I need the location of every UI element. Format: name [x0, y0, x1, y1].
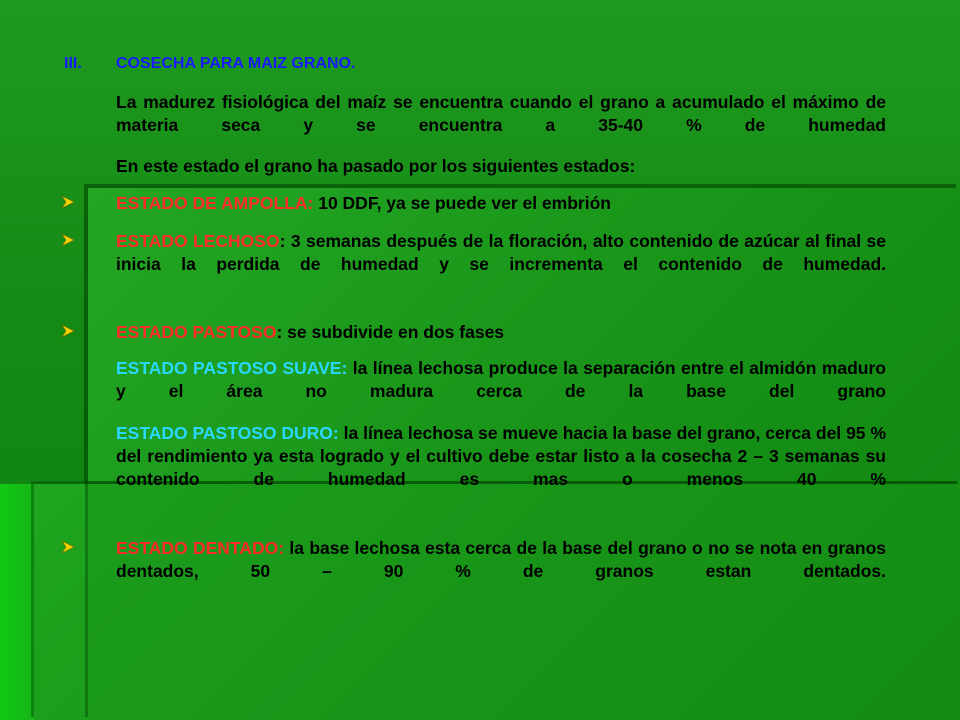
stage-lechoso [116, 230, 886, 302]
stage-ampolla [116, 192, 886, 215]
substage-text: la línea lechosa produce la separación entre el almidón maduro y el área no madura cerca de la base del grano [116, 358, 886, 401]
substage-label: ESTADO PASTOSO SUAVE: [116, 358, 348, 378]
stage-label: ESTADO PASTOSO [116, 322, 277, 342]
intro-paragraph: La madurez fisiológica del maíz se encuentra cuando el grano a acumulado el máximo de materia seca y se encuentra a 35-40 % de humedad [116, 92, 886, 135]
arrow-bullet-icon [62, 196, 74, 208]
stage-text: la base lechosa esta cerca de la base del grano o no se nota en granos dentados, 50 – 90 % de granos estan dentados. [116, 538, 886, 581]
stage-label: ESTADO LECHOSO [116, 231, 280, 251]
arrow-bullet-icon [62, 325, 74, 337]
section-title: COSECHA PARA MAIZ GRANO. [116, 55, 356, 72]
stage-text: : 3 semanas después de la floración, alto contenido de azúcar al final se inicia la perdida de humedad y se incrementa el contenido de humedad. [116, 231, 886, 274]
intro-lead: En este estado el grano ha pasado por los siguientes estados: [116, 156, 636, 176]
substage-pastoso-duro [116, 422, 886, 518]
stage-text: 10 DDF, ya se puede ver el embrión [313, 193, 611, 213]
stage-text: : se subdivide en dos fases [276, 322, 505, 342]
substage-text: la línea lechosa se mueve hacia la base del grano, cerca del 95 % del rendimiento ya esta logrado y el cultivo debe estar listo a la cosecha 2 – 3 semanas su contenido de humedad es mas o menos 40 % [116, 423, 887, 489]
substage-pastoso-suave [116, 357, 886, 405]
arrow-bullet-icon [62, 234, 74, 246]
substage-label: ESTADO PASTOSO DURO: [116, 423, 339, 443]
stage-pastoso [116, 321, 886, 344]
arrow-bullet-icon [62, 541, 74, 553]
section-numeral: III. [64, 55, 82, 72]
stage-dentado [116, 537, 886, 585]
stage-label: ESTADO DE AMPOLLA: [116, 193, 314, 213]
stage-label: ESTADO DENTADO: [116, 538, 285, 558]
